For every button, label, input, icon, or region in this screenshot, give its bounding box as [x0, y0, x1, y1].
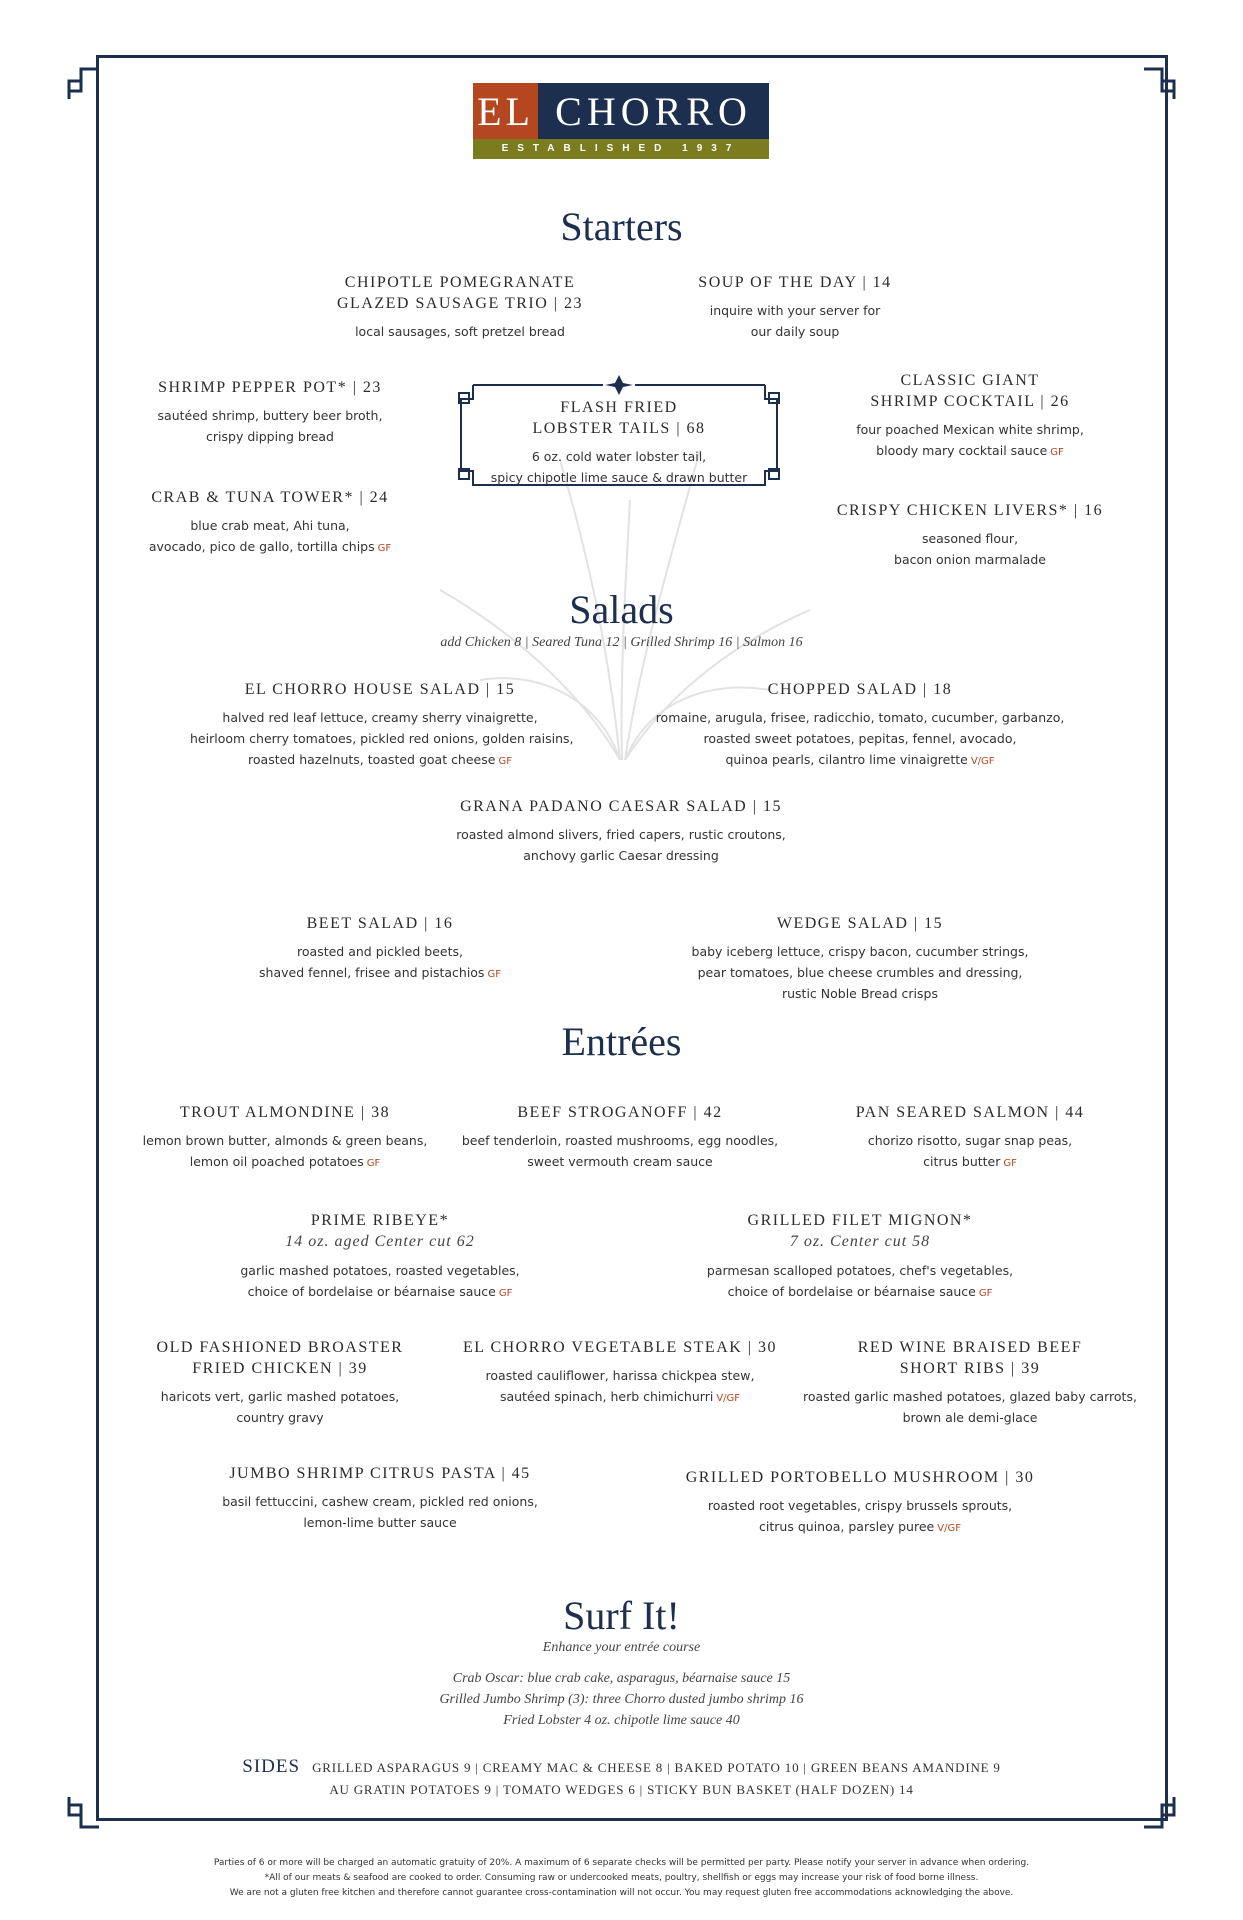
- menu-item: [421, 796, 821, 866]
- item-name: SOUP OF THE DAY | 14: [698, 274, 892, 291]
- item-desc: roasted garlic mashed potatoes, glazed baby carrots,: [803, 1389, 1137, 1404]
- item-desc: beef tenderloin, roasted mushrooms, egg noodles,: [461, 1133, 779, 1148]
- item-name: LOBSTER TAILS | 68: [532, 420, 706, 437]
- item-name: SHORT RIBS | 39: [899, 1360, 1041, 1377]
- item-desc: sweet vermouth cream sauce: [527, 1154, 713, 1169]
- featured-item: [463, 397, 775, 488]
- menu-item: [830, 1102, 1110, 1174]
- item-desc: quinoa pearls, cilantro lime vinaigrette: [725, 752, 968, 767]
- item-desc: citrus quinoa, parsley puree: [759, 1519, 935, 1534]
- item-desc: country gravy: [236, 1410, 324, 1425]
- item-desc: pear tomatoes, blue cheese crumbles and dressing,: [697, 965, 1023, 980]
- item-desc: anchovy garlic Caesar dressing: [523, 848, 719, 863]
- item-desc: lemon-lime butter sauce: [303, 1515, 457, 1530]
- item-name: RED WINE BRAISED BEEF: [857, 1339, 1083, 1356]
- menu-item: [120, 487, 420, 559]
- item-name: CHOPPED SALAD | 18: [767, 681, 953, 698]
- item-name: PRIME RIBEYE*: [310, 1212, 450, 1229]
- item-name: EL CHORRO VEGETABLE STEAK | 30: [462, 1339, 778, 1356]
- corner-ornament-tr: [1142, 67, 1176, 101]
- gluten-free-tag: GF: [1003, 1158, 1017, 1169]
- item-desc: roasted root vegetables, crispy brussels sprouts,: [707, 1498, 1013, 1513]
- menu-item: [820, 500, 1120, 570]
- item-desc: parmesan scalloped potatoes, chef's vegetables,: [706, 1263, 1014, 1278]
- item-name: WEDGE SALAD | 15: [776, 915, 944, 932]
- item-name: PAN SEARED SALMON | 44: [855, 1104, 1085, 1121]
- item-desc: sautéed spinach, herb chimichurri: [499, 1389, 714, 1404]
- item-desc: rustic Noble Bread crisps: [781, 986, 938, 1001]
- item-desc: basil fettuccini, cashew cream, pickled red onions,: [222, 1494, 538, 1509]
- menu-item: [800, 1337, 1140, 1428]
- gluten-free-tag: GF: [498, 1288, 513, 1299]
- menu-item: [640, 272, 950, 342]
- item-name: BEEF STROGANOFF | 42: [517, 1104, 723, 1121]
- item-name: TROUT ALMONDINE | 38: [179, 1104, 391, 1121]
- menu-item: [220, 1463, 540, 1533]
- item-name: CRISPY CHICKEN LIVERS* | 16: [836, 502, 1104, 519]
- item-name: GRILLED PORTOBELLO MUSHROOM | 30: [685, 1469, 1035, 1486]
- menu-item: [300, 272, 620, 342]
- item-desc: bloody mary cocktail sauce: [876, 443, 1048, 458]
- item-name: CHIPOTLE POMEGRANATE: [344, 274, 576, 291]
- gluten-free-tag: GF: [487, 969, 501, 980]
- item-desc: roasted and pickled beets,: [297, 944, 463, 959]
- salad-addons: add Chicken 8 | Seared Tuna 12 | Grilled Shrimp 16 | Salmon 16: [440, 635, 803, 650]
- menu-item: [460, 1102, 780, 1172]
- item-desc: roasted hazelnuts, toasted goat cheese: [248, 752, 496, 767]
- item-name: GRILLED FILET MIGNON*: [747, 1212, 973, 1229]
- vegan-gluten-free-tag: V/GF: [937, 1523, 961, 1534]
- starters-title: Starters: [560, 204, 683, 249]
- sides-label: SIDES: [242, 1756, 301, 1777]
- sides-line: AU GRATIN POTATOES 9 | TOMATO WEDGES 6 | STICKY BUN BASKET (HALF DOZEN) 14: [329, 1782, 914, 1797]
- surf-option: Fried Lobster 4 oz. chipotle lime sauce 40: [503, 1713, 740, 1728]
- item-desc: brown ale demi-glace: [902, 1410, 1038, 1425]
- gluten-free-tag: GF: [377, 543, 392, 554]
- item-desc: baby iceberg lettuce, crispy bacon, cucumber strings,: [691, 944, 1029, 959]
- surf-options: [0, 1668, 1243, 1731]
- item-name: JUMBO SHRIMP CITRUS PASTA | 45: [229, 1465, 531, 1482]
- item-name: GLAZED SAUSAGE TRIO | 23: [336, 295, 583, 312]
- item-name: FLASH FRIED: [560, 399, 678, 416]
- menu-item: [680, 1467, 1040, 1539]
- item-desc: crispy dipping bread: [206, 429, 334, 444]
- item-name: GRANA PADANO CAESAR SALAD | 15: [460, 798, 782, 815]
- gluten-free-tag: GF: [498, 756, 512, 767]
- entrees-title: Entrées: [561, 1019, 682, 1064]
- item-desc: four poached Mexican white shrimp,: [856, 422, 1084, 437]
- item-cut: 7 oz. Center cut 58: [789, 1233, 931, 1250]
- corner-ornament-tl: [67, 67, 101, 101]
- menu-item: [130, 1102, 440, 1174]
- surf-subtitle: Enhance your entrée course: [542, 1640, 701, 1655]
- item-name: CLASSIC GIANT: [900, 372, 1040, 389]
- gluten-free-tag: GF: [1050, 447, 1064, 458]
- item-desc: roasted sweet potatoes, pepitas, fennel, avocado,: [703, 731, 1017, 746]
- item-desc: sautéed shrimp, buttery beer broth,: [157, 408, 383, 423]
- footer-line: We are not a gluten free kitchen and therefore cannot guarantee cross-contamination will not occur. You may request gluten free accommodations acknowledging the above.: [229, 1888, 1014, 1898]
- item-name: BEET SALAD | 16: [306, 915, 454, 932]
- item-desc: lemon oil poached potatoes: [189, 1154, 364, 1169]
- item-name: CRAB & TUNA TOWER* | 24: [151, 489, 389, 506]
- item-desc: haricots vert, garlic mashed potatoes,: [160, 1389, 400, 1404]
- item-desc: romaine, arugula, frisee, radicchio, tomato, cucumber, garbanzo,: [655, 710, 1065, 725]
- item-desc: roasted almond slivers, fried capers, rustic croutons,: [456, 827, 786, 842]
- item-desc: bacon onion marmalade: [894, 552, 1046, 567]
- menu-item: [460, 1337, 780, 1409]
- footer-line: Parties of 6 or more will be charged an automatic gratuity of 20%. A maximum of 6 separate checks will be permitted per party. Please notify your server in advance when ordering.: [213, 1858, 1030, 1868]
- item-desc: chorizo risotto, sugar snap peas,: [867, 1133, 1073, 1148]
- item-name: SHRIMP COCKTAIL | 26: [870, 393, 1070, 410]
- gluten-free-tag: GF: [978, 1288, 993, 1299]
- logo-chorro: CHORRO: [538, 83, 769, 139]
- surf-title: Surf It!: [563, 1593, 680, 1638]
- item-desc: choice of bordelaise or béarnaise sauce: [727, 1284, 976, 1299]
- item-desc: avocado, pico de gallo, tortilla chips: [148, 539, 375, 554]
- item-desc: roasted cauliflower, harissa chickpea stew,: [485, 1368, 755, 1383]
- sides-line: GRILLED ASPARAGUS 9 | CREAMY MAC & CHEESE 8 | BAKED POTATO 10 | GREEN BEANS AMANDINE 9: [312, 1760, 1001, 1775]
- surf-option: Grilled Jumbo Shrimp (3): three Chorro dusted jumbo shrimp 16: [439, 1692, 804, 1707]
- item-desc: heirloom cherry tomatoes, pickled red onions, golden raisins,: [190, 731, 574, 746]
- item-desc: shaved fennel, frisee and pistachios: [259, 965, 485, 980]
- item-desc: choice of bordelaise or béarnaise sauce: [247, 1284, 496, 1299]
- item-desc: 6 oz. cold water lobster tail,: [531, 449, 707, 464]
- item-name: FRIED CHICKEN | 39: [192, 1360, 368, 1377]
- menu-item: [680, 913, 1040, 1004]
- item-desc: blue crab meat, Ahi tuna,: [190, 518, 350, 533]
- menu-item: [220, 1210, 540, 1304]
- footer-notes: [0, 1856, 1243, 1901]
- item-name: OLD FASHIONED BROASTER: [156, 1339, 404, 1356]
- item-desc: halved red leaf lettuce, creamy sherry vinaigrette,: [222, 710, 538, 725]
- item-desc: local sausages, soft pretzel bread: [355, 324, 565, 339]
- menu-item: [230, 913, 530, 985]
- item-desc: lemon brown butter, almonds & green beans,: [142, 1133, 428, 1148]
- vegan-gluten-free-tag: V/GF: [716, 1393, 741, 1404]
- item-desc: inquire with your server for: [709, 303, 881, 318]
- el-chorro-logo: [473, 83, 769, 159]
- footer-line: *All of our meats & seafood are cooked to order. Consuming raw or undercooked meats, poultry, shellfish or eggs may increase your risk of food borne illness.: [264, 1873, 979, 1883]
- gluten-free-tag: GF: [366, 1158, 381, 1169]
- item-name: SHRIMP PEPPER POT* | 23: [158, 379, 382, 396]
- menu-item: [190, 679, 574, 772]
- item-desc: citrus butter: [923, 1154, 1001, 1169]
- item-name: EL CHORRO HOUSE SALAD | 15: [244, 681, 516, 698]
- vegan-gluten-free-tag: V/GF: [970, 756, 995, 767]
- menu-item: [650, 679, 1070, 772]
- logo-established: ESTABLISHED 1937: [473, 139, 769, 159]
- sides-section: [0, 1756, 1243, 1801]
- menu-item: [700, 1210, 1020, 1304]
- menu-item: [820, 370, 1120, 463]
- menu-item: [130, 377, 410, 447]
- menu-item: [130, 1337, 430, 1428]
- item-desc: garlic mashed potatoes, roasted vegetables,: [240, 1263, 520, 1278]
- item-desc: our daily soup: [750, 324, 840, 339]
- surf-option: Crab Oscar: blue crab cake, asparagus, béarnaise sauce 15: [452, 1671, 791, 1686]
- item-desc: seasoned flour,: [921, 531, 1019, 546]
- item-cut: 14 oz. aged Center cut 62: [285, 1233, 475, 1250]
- item-desc: spicy chipotle lime sauce & drawn butter: [490, 470, 748, 485]
- salads-title: Salads: [569, 587, 674, 632]
- logo-el: EL: [473, 83, 538, 139]
